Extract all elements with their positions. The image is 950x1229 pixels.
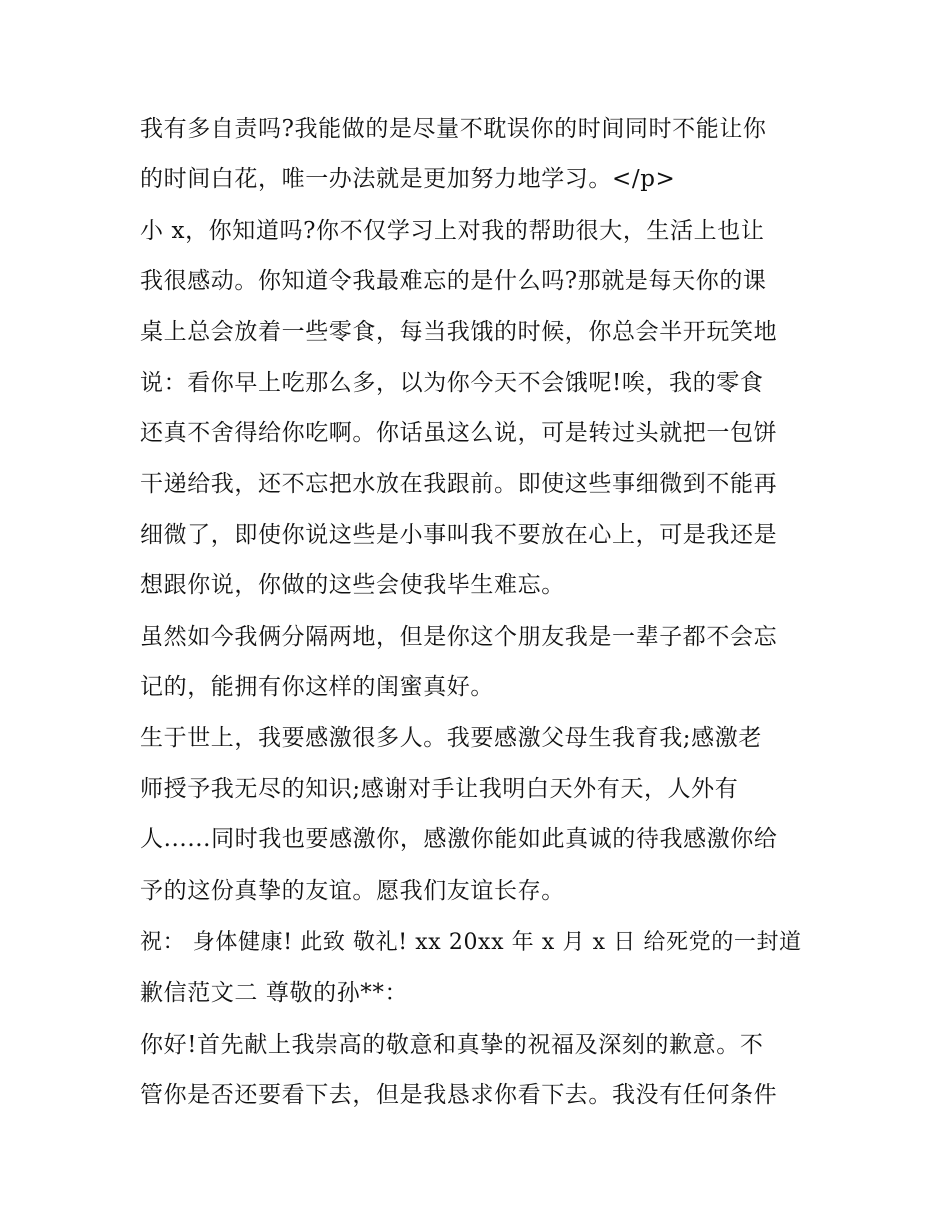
text-line: 干递给我，还不忘把水放在我跟前。即使这些事细微到不能再 [140,471,778,497]
text-line: 记的，能拥有你这样的闺蜜真好。 [140,674,494,700]
text-line: 管你是否还要看下去，但是我恳求你看下去。我没有任何条件 [140,1082,778,1108]
text-line: 祝： 身体健康! 此致 敬礼! xx 20xx 年 x 月 x 日 给死党的一封道 [140,930,802,955]
text-line: 虽然如今我俩分隔两地，但是你这个朋友我是一辈子都不会忘 [140,624,778,650]
text-line: 师授予我无尽的知识;感谢对手让我明白天外有天，人外有 [140,776,739,802]
text-line: 说：看你早上吃那么多，以为你今天不会饿呢!唉，我的零食 [140,370,764,396]
text-line: 的时间白花，唯一办法就是更加努力地学习。</p> [140,166,676,192]
text-line: 我很感动。你知道令我最难忘的是什么吗?那就是每天你的课 [140,268,767,294]
text-line: 歉信范文二 尊敬的孙**： [140,980,409,1006]
text-line: 人......同时我也要感激你，感激你能如此真诚的待我感激你给 [140,826,778,852]
text-line: 还真不舍得给你吃啊。你话虽这么说，可是转过头就把一包饼 [140,420,778,446]
text-line: 你好!首先献上我崇高的敬意和真挚的祝福及深刻的歉意。不 [140,1032,764,1058]
text-line: 予的这份真挚的友谊。愿我们友谊长存。 [140,878,565,904]
text-line: 桌上总会放着一些零食，每当我饿的时候，你总会半开玩笑地 [140,319,778,345]
text-line: 细微了，即使你说这些是小事叫我不要放在心上，可是我还是 [140,522,778,548]
text-line: 生于世上，我要感激很多人。我要感激父母生我育我;感激老 [140,725,762,751]
text-line: 小 x，你知道吗?你不仅学习上对我的帮助很大，生活上也让 [140,218,765,244]
text-line: 我有多自责吗?我能做的是尽量不耽误你的时间同时不能让你 [140,116,767,142]
text-line: 想跟你说，你做的这些会使我毕生难忘。 [140,572,565,598]
